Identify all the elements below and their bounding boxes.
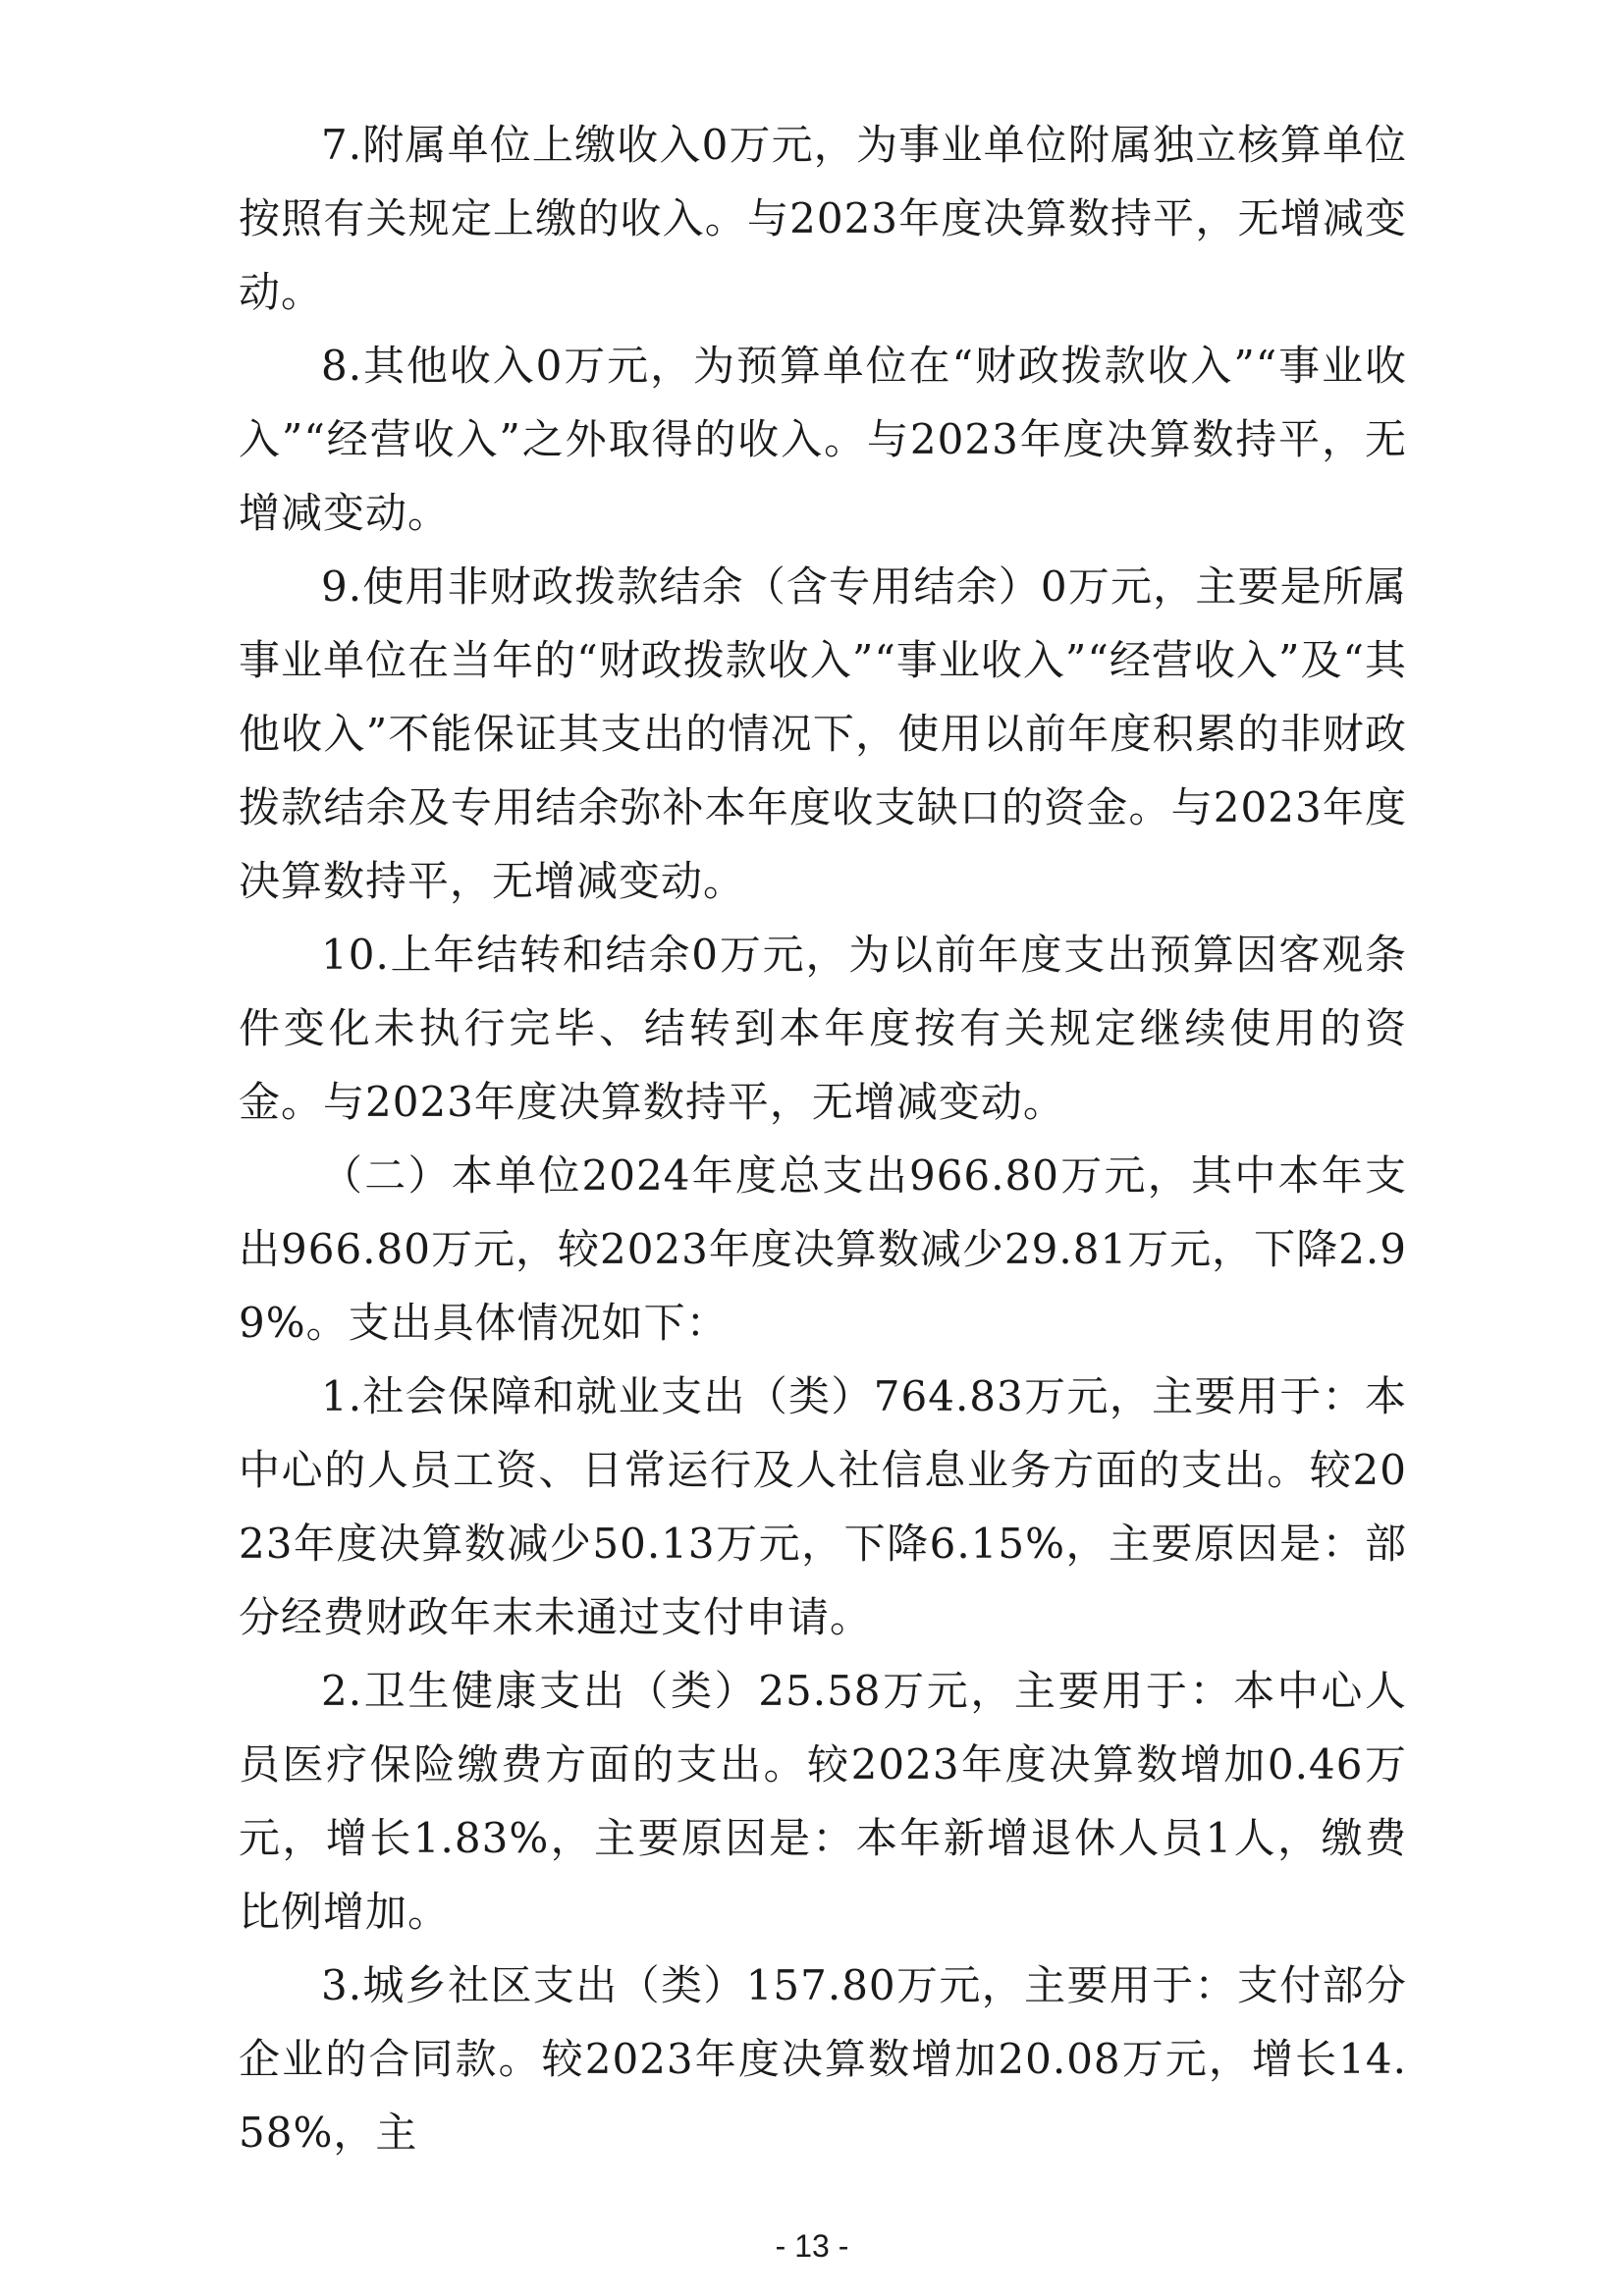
paragraph-social-security: 1.社会保障和就业支出（类）764.83万元，主要用于：本中心的人员工资、日常运行及人社信息业务方面的支出。较2023年度决算数减少50.13万元，下降6.15%，主要原因是：部分经费财政年末未通过支付申请。 (239, 1372, 1407, 1641)
paragraph-non-fiscal-balance: 9.使用非财政拨款结余（含专用结余）0万元，主要是所属事业单位在当年的“财政拨款收入”“事业收入”“经营收入”及“其他收入”不能保证其支出的情况下，使用以前年度积累的非财政拨款结余及专用结余弥补本年度收支缺口的资金。与2023年度决算数持平，无增减变动。 (239, 562, 1407, 905)
paragraph-urban-rural: 3.城乡社区支出（类）157.80万元，主要用于：支付部分企业的合同款。较2023年度决算数增加20.08万元，增长14.58%，主 (239, 1961, 1407, 2157)
paragraph-total-expenditure: （二）本单位2024年度总支出966.80万元，其中本年支出966.80万元，较2023年度决算数减少29.81万元，下降2.99%。支出具体情况如下： (239, 1151, 1407, 1347)
paragraph-health: 2.卫生健康支出（类）25.58万元，主要用于：本中心人员医疗保险缴费方面的支出。较2023年度决算数增加0.46万元，增长1.83%，主要原因是：本年新增退休人员1人，缴费比例增加。 (239, 1667, 1407, 1936)
document-body (239, 108, 1407, 2169)
paragraph-carryover: 10.上年结转和结余0万元，为以前年度支出预算因客观条件变化未执行完毕、结转到本年度按有关规定继续使用的资金。与2023年度决算数持平，无增减变动。 (239, 931, 1407, 1126)
paragraph-other-income: 8.其他收入0万元，为预算单位在“财政拨款收入”“事业收入”“经营收入”之外取得的收入。与2023年度决算数持平，无增减变动。 (239, 342, 1407, 537)
paragraph-affiliated-income: 7.附属单位上缴收入0万元，为事业单位附属独立核算单位按照有关规定上缴的收入。与2023年度决算数持平，无增减变动。 (239, 121, 1407, 316)
page-number: - 13 - (775, 2228, 849, 2264)
